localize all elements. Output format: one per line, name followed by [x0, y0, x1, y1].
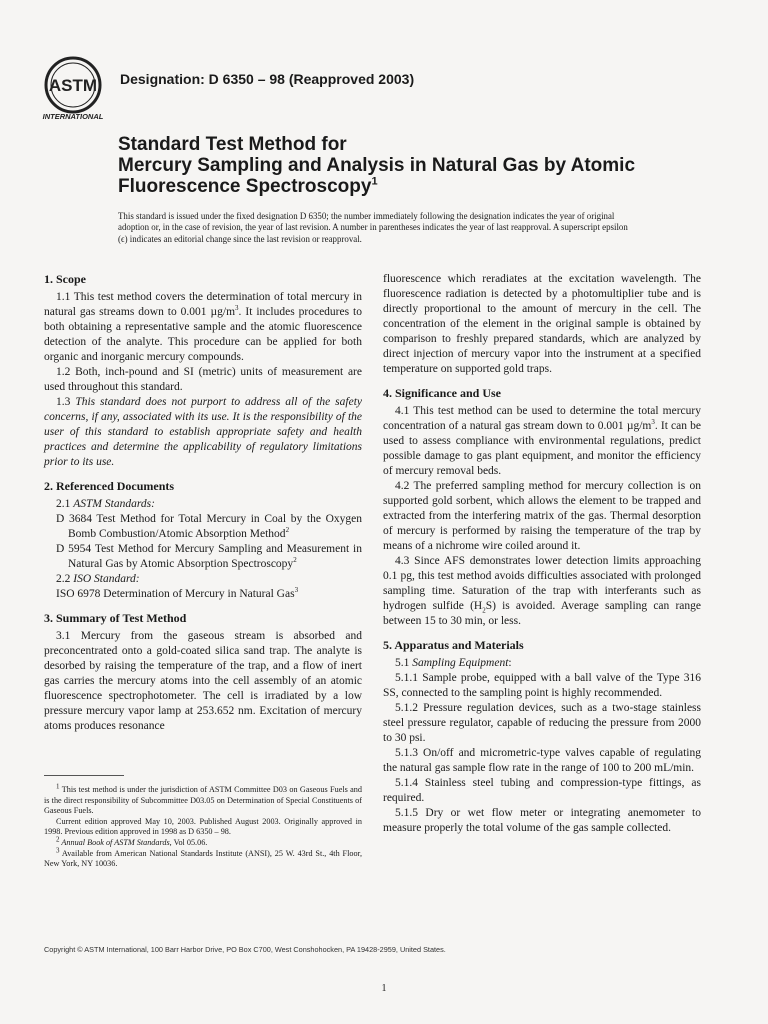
title-line-2: Mercury Sampling and Analysis in Natural Gas by Atomic: [118, 155, 636, 176]
paragraph-2-1: 2.1 ASTM Standards:: [56, 498, 155, 510]
reference-iso6978: ISO 6978 Determination of Mercury in Natural Gas$^3$: [56, 586, 299, 600]
paragraph-4-3: 4.3 Since AFS demonstrates lower detection limits approaching 0.1 pg, this test method avoids difficulties associated with prolonged sampling time. Saturation of the trap with interferants such as hydrogen sulfide $(H_2S)$ is avoided. Average sampling can range between 15 to 30 min, or less.: [383, 555, 701, 627]
paragraph-1-1: 1.1 This test method covers the determination of total mercury in natural gas streams down to 0.001 $\mu g/m^3$. It includes procedures to both obtaining a representative sample and the atomic fluorescence detection of the analyte. This procedure can be applied for both organic and inorganic mercury compounds.: [44, 291, 363, 363]
paragraph-5-1-5: 5.1.5 Dry or wet flow meter or integrating anemometer to measure properly the total volume of the gas sample collected.: [383, 807, 701, 834]
title-footnote-mark: 1: [371, 175, 378, 188]
paragraph-2-2: 2.2 ISO Standard:: [56, 573, 140, 585]
paragraph-4-2: 4.2 The preferred sampling method for mercury collection is on supported gold sorbent, which allows the element to be trapped and extracted from the interfering matrix of the gas. Thermal desorption of mercury is performed by raising the temperature of the trap by means of a nichrome wire coiled around it.: [383, 480, 701, 552]
paragraph-5-1-4: 5.1.4 Stainless steel tubing and compression-type fittings, as required.: [383, 777, 701, 804]
paragraph-5-1-1: 5.1.1 Sample probe, equipped with a ball valve of the Type 316 SS, connected to the sampling point is highly recommended.: [383, 672, 701, 699]
left-column: [44, 272, 362, 734]
footnotes: [44, 782, 362, 870]
section-heading: 1. Scope: [44, 272, 86, 286]
footnote-1-edition: Current edition approved May 10, 2003. Published August 2003. Originally approved in 1998. Previous edition approved in 1998 as D 6350 – 98.: [44, 816, 362, 837]
footnote-1: $^1$ This test method is under the jurisdiction of ASTM Committee D03 on Gaseous Fuels and is the direct responsibility of Subcommittee D03.05 on Determination of Special Constituents of Gaseous Fuels.: [44, 782, 362, 816]
paragraph-1-2: 1.2 Both, inch-pound and SI (metric) units of measurement are used throughout this standard.: [44, 366, 362, 393]
paragraph-4-1: 4.1 This test method can be used to determine the total mercury concentration of a natural gas stream down to 0.001 $\mu g/m^3$. It can be used to assess compliance with environmental regulations, predict possible damage to gas plant equipment, and monitor the efficiency of mercury removal beds.: [383, 405, 701, 477]
section-heading: 3. Summary of Test Method: [44, 611, 187, 625]
epsilon-symbol: ϵ: [120, 233, 125, 244]
logo-subtext: INTERNATIONAL: [42, 112, 104, 121]
paragraph-3-1: 3.1 Mercury from the gaseous stream is absorbed and preconcentrated onto a gold-coated silica sand trap. The analyte is desorbed by raising the temperature of the trap, and a flow of inert gas carries the mercury atoms into the cell assembly of an atomic fluorescence spectrophotometer. The cell is irradiated by a low pressure mercury vapor lamp at 253.652 nm. Excitation of mercury atoms produces resonance: [44, 630, 362, 732]
page-number: 1: [381, 983, 387, 994]
standard-notice: This standard is issued under the fixed designation D 6350; the number immediately following the designation indicates the year of original adoption or, in the case of revision, the year of last revision. A number in parentheses indicates the year of last reapproval. A superscript epsilon (ϵ) indicates an editorial change since the last revision or reapproval.: [118, 211, 628, 244]
footnote-divider: [44, 775, 124, 776]
section-heading: 4. Significance and Use: [383, 386, 502, 400]
paragraph-5-1-3: 5.1.3 On/off and micrometric-type valves capable of regulating the natural gas sample flow rate in the range of 100 to 200 mL/min.: [383, 747, 701, 774]
footnote-3: $^3$ Available from American National Standards Institute (ANSI), 25 W. 43rd St., 4th Floor, New York, NY 10036.: [44, 845, 362, 869]
footnote-2: $^2$ Annual Book of ASTM Standards, Vol 05.06.: [56, 835, 208, 847]
document-title: [118, 134, 718, 197]
title-line-3: Fluorescence Spectroscopy$^1$: [118, 175, 378, 197]
paragraph-5-1: 5.1 Sampling Equipment:: [395, 657, 512, 669]
section-heading: 5. Apparatus and Materials: [383, 638, 524, 652]
astm-logo: [36, 52, 110, 122]
logo-text: ASTM: [48, 76, 98, 95]
designation: Designation: D 6350 – 98 (Reapproved 2003): [120, 71, 415, 87]
reference-d3684: D 3684 Test Method for Total Mercury in Coal by the Oxygen Bomb Combustion/Atomic Absorption Method$^2$: [56, 513, 362, 540]
paragraph-1-3: 1.3 This standard does not purport to address all of the safety concerns, if any, associated with its use. It is the responsibility of the user of this standard to establish appropriate safety and health practices and determine the applicability of regulatory limitations prior to its use.: [44, 396, 363, 468]
paragraph-5-1-2: 5.1.2 Pressure regulation devices, such as a two-stage stainless steel pressure regulator, capable of reducing the pressure from 2000 to 30 psi.: [383, 702, 701, 744]
reference-d5954: D 5954 Test Method for Mercury Sampling and Measurement in Natural Gas by Atomic Absorption Spectroscopy$^2$: [56, 543, 362, 570]
paragraph-3-1-continued: fluorescence which reradiates at the excitation wavelength. The fluorescence radiation is detected by a photomultiplier tube and is directly proportional to the amount of mercury in the cell. The concentration of the element in the original sample is obtained by comparison to freshly prepared standards, which are analyzed by direct injection of mercury vapor into the instrument at a specified temperature on supported gold traps.: [383, 273, 701, 375]
section-heading: 2. Referenced Documents: [44, 479, 175, 493]
copyright-notice: Copyright © ASTM International, 100 Barr Harbor Drive, PO Box C700, West Conshohocken, PA 19428-2959, United States.: [44, 945, 446, 954]
title-line-1: Standard Test Method for: [118, 134, 347, 155]
right-column: [383, 272, 701, 836]
